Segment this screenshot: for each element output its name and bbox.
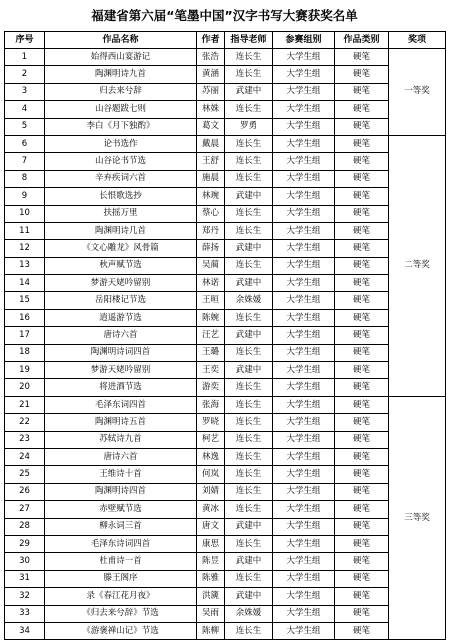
cell-teacher: 连长生 <box>225 205 273 222</box>
cell-group: 大学生组 <box>273 553 335 570</box>
cell-teacher: 连长生 <box>225 535 273 552</box>
cell-work-title: 滕王阁序 <box>45 570 197 587</box>
cell-index: 13 <box>5 257 45 274</box>
table-row <box>5 483 446 500</box>
cell-category: 硬笔 <box>335 448 389 465</box>
cell-teacher: 武建中 <box>225 275 273 292</box>
cell-group: 大学生组 <box>273 414 335 431</box>
table-row <box>5 49 446 66</box>
cell-group: 大学生组 <box>273 605 335 622</box>
cell-group: 大学生组 <box>273 257 335 274</box>
cell-category: 硬笔 <box>335 431 389 448</box>
cell-author: 游奕 <box>197 379 225 396</box>
cell-group: 大学生组 <box>273 344 335 361</box>
cell-group: 大学生组 <box>273 396 335 413</box>
cell-work-title: 柳永词三首 <box>45 518 197 535</box>
column-header-group: 参赛组别 <box>273 32 335 49</box>
cell-category: 硬笔 <box>335 570 389 587</box>
cell-category: 硬笔 <box>335 518 389 535</box>
cell-teacher: 连长生 <box>225 379 273 396</box>
cell-author: 张海 <box>197 396 225 413</box>
cell-author: 戴晨 <box>197 135 225 152</box>
table-row <box>5 66 446 83</box>
cell-author: 黄冰 <box>197 501 225 518</box>
cell-author: 林诺 <box>197 275 225 292</box>
cell-teacher: 连长生 <box>225 570 273 587</box>
column-header-work: 作品名称 <box>45 32 197 49</box>
cell-category: 硬笔 <box>335 83 389 100</box>
cell-index: 2 <box>5 66 45 83</box>
cell-work-title: 论书选作 <box>45 135 197 152</box>
cell-teacher: 武建中 <box>225 83 273 100</box>
cell-index: 17 <box>5 327 45 344</box>
cell-category: 硬笔 <box>335 101 389 118</box>
cell-group: 大学生组 <box>273 118 335 135</box>
cell-work-title: 《文心雕龙》风骨篇 <box>45 240 197 257</box>
cell-category: 硬笔 <box>335 553 389 570</box>
cell-teacher: 余姝媛 <box>225 605 273 622</box>
cell-group: 大学生组 <box>273 49 335 66</box>
cell-index: 24 <box>5 448 45 465</box>
cell-work-title: 将进酒节选 <box>45 379 197 396</box>
table-row <box>5 205 446 222</box>
cell-work-title: 苏轼诗九首 <box>45 431 197 448</box>
cell-group: 大学生组 <box>273 205 335 222</box>
table-row <box>5 466 446 483</box>
cell-work-title: 陶渊明诗词四首 <box>45 344 197 361</box>
cell-award: 三等奖 <box>389 396 446 639</box>
cell-author: 林逸 <box>197 448 225 465</box>
table-body <box>5 49 446 640</box>
cell-teacher: 武建中 <box>225 362 273 379</box>
cell-category: 硬笔 <box>335 222 389 239</box>
cell-group: 大学生组 <box>273 275 335 292</box>
cell-teacher: 连长生 <box>225 257 273 274</box>
cell-group: 大学生组 <box>273 535 335 552</box>
table-header-row <box>5 32 446 49</box>
cell-teacher: 武建中 <box>225 240 273 257</box>
table-row <box>5 396 446 413</box>
cell-author: 陈雅 <box>197 570 225 587</box>
cell-group: 大学生组 <box>273 66 335 83</box>
cell-author: 薛扬 <box>197 240 225 257</box>
cell-teacher: 连长生 <box>225 396 273 413</box>
cell-index: 3 <box>5 83 45 100</box>
table-row <box>5 605 446 622</box>
cell-category: 硬笔 <box>335 240 389 257</box>
table-row <box>5 327 446 344</box>
table-row <box>5 292 446 309</box>
cell-category: 硬笔 <box>335 66 389 83</box>
cell-work-title: 毛泽东诗词四首 <box>45 535 197 552</box>
cell-category: 硬笔 <box>335 414 389 431</box>
cell-index: 15 <box>5 292 45 309</box>
cell-group: 大学生组 <box>273 292 335 309</box>
cell-work-title: 梦游天姥吟留别 <box>45 275 197 292</box>
cell-work-title: 录《春江花月夜》 <box>45 588 197 605</box>
cell-teacher: 武建中 <box>225 188 273 205</box>
cell-index: 8 <box>5 170 45 187</box>
cell-group: 大学生组 <box>273 622 335 639</box>
cell-teacher: 连长生 <box>225 222 273 239</box>
cell-index: 4 <box>5 101 45 118</box>
cell-index: 30 <box>5 553 45 570</box>
cell-index: 14 <box>5 275 45 292</box>
cell-work-title: 逍遥游节选 <box>45 309 197 326</box>
cell-award: 二等奖 <box>389 135 446 396</box>
cell-category: 硬笔 <box>335 535 389 552</box>
cell-teacher: 罗勇 <box>225 118 273 135</box>
cell-author: 陈柳 <box>197 622 225 639</box>
cell-group: 大学生组 <box>273 501 335 518</box>
cell-author: 林琬 <box>197 188 225 205</box>
cell-index: 16 <box>5 309 45 326</box>
cell-teacher: 连长生 <box>225 135 273 152</box>
cell-work-title: 陶渊明诗四首 <box>45 483 197 500</box>
cell-author: 洪篪 <box>197 588 225 605</box>
cell-teacher: 连长生 <box>225 622 273 639</box>
cell-index: 10 <box>5 205 45 222</box>
cell-work-title: 《归去来兮辞》节选 <box>45 605 197 622</box>
cell-group: 大学生组 <box>273 362 335 379</box>
cell-category: 硬笔 <box>335 275 389 292</box>
cell-category: 硬笔 <box>335 170 389 187</box>
cell-index: 33 <box>5 605 45 622</box>
cell-work-title: 杜甫诗一首 <box>45 553 197 570</box>
cell-teacher: 连长生 <box>225 49 273 66</box>
cell-teacher: 武建中 <box>225 553 273 570</box>
cell-author: 林姝 <box>197 101 225 118</box>
cell-work-title: 岳阳楼记节选 <box>45 292 197 309</box>
cell-award: 一等奖 <box>389 49 446 136</box>
cell-work-title: 李白《月下独酌》 <box>45 118 197 135</box>
table-row <box>5 118 446 135</box>
cell-work-title: 唐诗六首 <box>45 327 197 344</box>
cell-category: 硬笔 <box>335 153 389 170</box>
cell-index: 26 <box>5 483 45 500</box>
cell-index: 27 <box>5 501 45 518</box>
cell-work-title: 归去来兮辞 <box>45 83 197 100</box>
cell-author: 黄涵 <box>197 66 225 83</box>
cell-teacher: 连长生 <box>225 483 273 500</box>
cell-category: 硬笔 <box>335 257 389 274</box>
table-row <box>5 101 446 118</box>
cell-category: 硬笔 <box>335 605 389 622</box>
cell-work-title: 陶渊明诗几首 <box>45 222 197 239</box>
cell-index: 21 <box>5 396 45 413</box>
cell-category: 硬笔 <box>335 501 389 518</box>
cell-index: 7 <box>5 153 45 170</box>
cell-category: 硬笔 <box>335 118 389 135</box>
cell-category: 硬笔 <box>335 396 389 413</box>
column-header-category: 作品类别 <box>335 32 389 49</box>
cell-author: 吴雨 <box>197 605 225 622</box>
cell-author: 王晅 <box>197 292 225 309</box>
cell-index: 29 <box>5 535 45 552</box>
cell-teacher: 连长生 <box>225 431 273 448</box>
cell-work-title: 山谷论书节选 <box>45 153 197 170</box>
table-row <box>5 222 446 239</box>
table-row <box>5 153 446 170</box>
table-row <box>5 414 446 431</box>
cell-author: 苏丽 <box>197 83 225 100</box>
cell-author: 王奕 <box>197 362 225 379</box>
cell-author: 陈昱 <box>197 553 225 570</box>
cell-category: 硬笔 <box>335 188 389 205</box>
table-row <box>5 309 446 326</box>
column-header-award: 奖项 <box>389 32 446 49</box>
cell-work-title: 唐诗六首 <box>45 448 197 465</box>
cell-index: 20 <box>5 379 45 396</box>
cell-group: 大学生组 <box>273 170 335 187</box>
cell-index: 19 <box>5 362 45 379</box>
cell-group: 大学生组 <box>273 431 335 448</box>
cell-work-title: 辛弃疾词六首 <box>45 170 197 187</box>
table-row <box>5 501 446 518</box>
cell-group: 大学生组 <box>273 570 335 587</box>
table-row <box>5 135 446 152</box>
cell-category: 硬笔 <box>335 622 389 639</box>
table-row <box>5 275 446 292</box>
cell-work-title: 陶渊明诗五首 <box>45 414 197 431</box>
cell-author: 郑丹 <box>197 222 225 239</box>
cell-author: 罗晓 <box>197 414 225 431</box>
cell-group: 大学生组 <box>273 448 335 465</box>
cell-work-title: 赤壁赋节选 <box>45 501 197 518</box>
column-header-index: 序号 <box>5 32 45 49</box>
cell-author: 陈婉 <box>197 309 225 326</box>
cell-author: 柯艺 <box>197 431 225 448</box>
cell-author: 王璐 <box>197 344 225 361</box>
table-row <box>5 344 446 361</box>
cell-teacher: 武建中 <box>225 518 273 535</box>
cell-index: 28 <box>5 518 45 535</box>
cell-teacher: 连长生 <box>225 101 273 118</box>
cell-teacher: 连长生 <box>225 448 273 465</box>
cell-author: 吴蔺 <box>197 257 225 274</box>
cell-teacher: 连长生 <box>225 501 273 518</box>
award-table <box>4 31 446 640</box>
cell-group: 大学生组 <box>273 483 335 500</box>
cell-category: 硬笔 <box>335 327 389 344</box>
cell-category: 硬笔 <box>335 135 389 152</box>
cell-index: 18 <box>5 344 45 361</box>
cell-author: 何岚 <box>197 466 225 483</box>
cell-index: 5 <box>5 118 45 135</box>
cell-index: 23 <box>5 431 45 448</box>
table-row <box>5 518 446 535</box>
cell-index: 22 <box>5 414 45 431</box>
table-row <box>5 535 446 552</box>
cell-group: 大学生组 <box>273 135 335 152</box>
cell-work-title: 秋声赋节选 <box>45 257 197 274</box>
cell-category: 硬笔 <box>335 362 389 379</box>
cell-teacher: 连长生 <box>225 66 273 83</box>
cell-group: 大学生组 <box>273 101 335 118</box>
cell-category: 硬笔 <box>335 49 389 66</box>
cell-index: 25 <box>5 466 45 483</box>
cell-teacher: 余姝媛 <box>225 292 273 309</box>
table-row <box>5 622 446 639</box>
cell-index: 34 <box>5 622 45 639</box>
cell-work-title: 《游褒禅山记》节选 <box>45 622 197 639</box>
cell-work-title: 王维诗十首 <box>45 466 197 483</box>
cell-work-title: 梦游天姥吟留别 <box>45 362 197 379</box>
cell-index: 6 <box>5 135 45 152</box>
table-row <box>5 570 446 587</box>
cell-author: 张浩 <box>197 49 225 66</box>
table-row <box>5 170 446 187</box>
cell-teacher: 武建中 <box>225 588 273 605</box>
cell-group: 大学生组 <box>273 83 335 100</box>
cell-category: 硬笔 <box>335 483 389 500</box>
cell-teacher: 连长生 <box>225 344 273 361</box>
column-header-author: 作者 <box>197 32 225 49</box>
cell-work-title: 长恨歌选抄 <box>45 188 197 205</box>
table-row <box>5 257 446 274</box>
cell-work-title: 始得西山宴游记 <box>45 49 197 66</box>
cell-group: 大学生组 <box>273 240 335 257</box>
cell-group: 大学生组 <box>273 327 335 344</box>
cell-author: 蔡心 <box>197 205 225 222</box>
cell-index: 32 <box>5 588 45 605</box>
cell-author: 刘婧 <box>197 483 225 500</box>
cell-index: 1 <box>5 49 45 66</box>
cell-teacher: 连长生 <box>225 153 273 170</box>
cell-group: 大学生组 <box>273 466 335 483</box>
table-row <box>5 448 446 465</box>
table-row <box>5 83 446 100</box>
cell-teacher: 武建中 <box>225 327 273 344</box>
cell-index: 31 <box>5 570 45 587</box>
cell-teacher: 连长生 <box>225 414 273 431</box>
cell-group: 大学生组 <box>273 379 335 396</box>
table-row <box>5 431 446 448</box>
cell-category: 硬笔 <box>335 588 389 605</box>
cell-category: 硬笔 <box>335 292 389 309</box>
cell-category: 硬笔 <box>335 205 389 222</box>
table-row <box>5 588 446 605</box>
cell-index: 11 <box>5 222 45 239</box>
cell-category: 硬笔 <box>335 309 389 326</box>
cell-group: 大学生组 <box>273 588 335 605</box>
cell-category: 硬笔 <box>335 344 389 361</box>
cell-author: 施晨 <box>197 170 225 187</box>
cell-group: 大学生组 <box>273 188 335 205</box>
cell-teacher: 连长生 <box>225 170 273 187</box>
table-row <box>5 553 446 570</box>
table-row <box>5 188 446 205</box>
cell-index: 12 <box>5 240 45 257</box>
cell-work-title: 陶渊明诗九首 <box>45 66 197 83</box>
cell-author: 汪艺 <box>197 327 225 344</box>
cell-author: 康思 <box>197 535 225 552</box>
cell-work-title: 山谷题跋七则 <box>45 101 197 118</box>
table-row <box>5 362 446 379</box>
cell-teacher: 连长生 <box>225 309 273 326</box>
cell-index: 9 <box>5 188 45 205</box>
cell-author: 王舒 <box>197 153 225 170</box>
column-header-teacher: 指导老师 <box>225 32 273 49</box>
cell-author: 葛文 <box>197 118 225 135</box>
cell-group: 大学生组 <box>273 309 335 326</box>
cell-category: 硬笔 <box>335 466 389 483</box>
cell-work-title: 毛泽东词四首 <box>45 396 197 413</box>
table-row <box>5 379 446 396</box>
page-title: 福建省第六届“笔墨中国”汉字书写大赛获奖名单 <box>91 8 358 23</box>
cell-author: 唐文 <box>197 518 225 535</box>
cell-group: 大学生组 <box>273 222 335 239</box>
cell-group: 大学生组 <box>273 518 335 535</box>
table-row <box>5 240 446 257</box>
cell-teacher: 连长生 <box>225 466 273 483</box>
cell-group: 大学生组 <box>273 153 335 170</box>
cell-work-title: 扶摇万里 <box>45 205 197 222</box>
cell-category: 硬笔 <box>335 379 389 396</box>
